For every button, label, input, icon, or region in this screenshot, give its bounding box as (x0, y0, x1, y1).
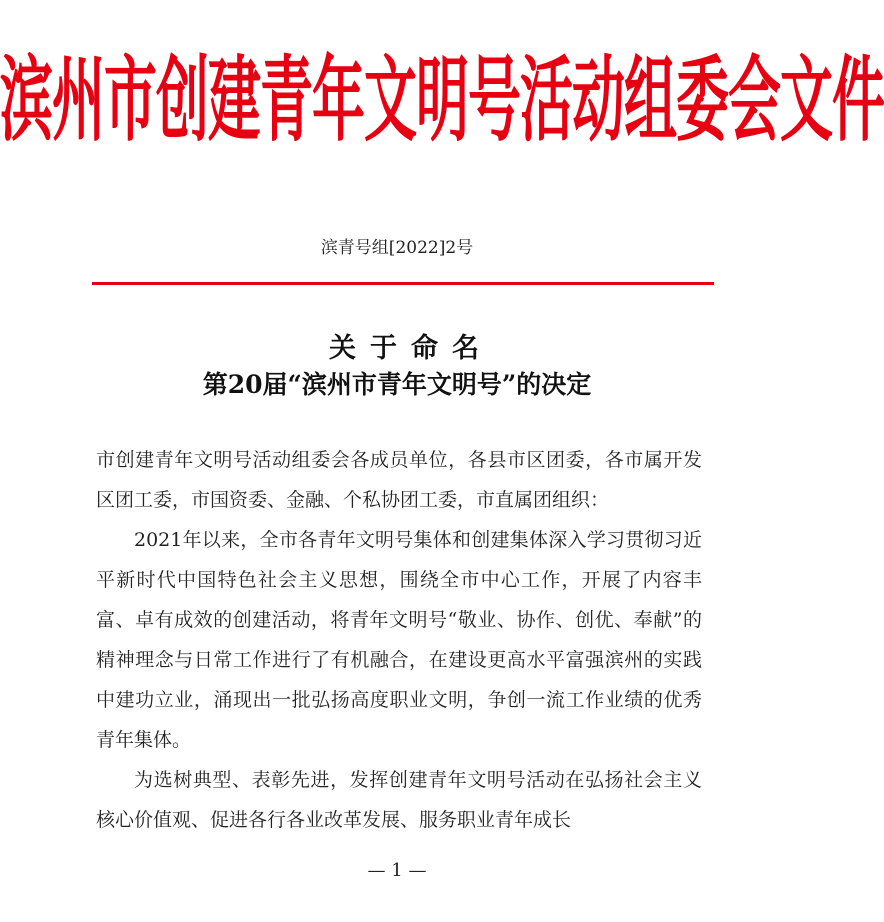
document-body (96, 440, 702, 840)
document-number: 滨青号组[2022]2号 (320, 238, 474, 258)
page-number: — 1 — (367, 860, 427, 881)
body-paragraph: 为选树典型、表彰先进，发挥创建青年文明号活动在弘扬社会主义核心价值观、促进各行各业改革发展、服务职业青年成长 (96, 769, 702, 831)
header-divider (92, 282, 714, 285)
salutation: 市创建青年文明号活动组委会各成员单位，各县市区团委，各市属开发区团工委，市国资委、金融、个私协团工委，市直属团组织： (96, 449, 702, 511)
document-header-title: 滨州市创建青年文明号活动组委会文件 (0, 48, 884, 155)
document-title-line-2: 第20届“滨州市青年文明号”的决定 (202, 370, 592, 399)
body-paragraph: 2021年以来，全市各青年文明号集体和创建集体深入学习贯彻习近平新时代中国特色社会主义思想，围绕全市中心工作，开展了内容丰富、卓有成效的创建活动，将青年文明号“敬业、协作、创优、奉献”的精神理念与日常工作进行了有机融合，在建设更高水平富强滨州的实践中建功立业，涌现出一批弘扬高度职业文明，争创一流工作业绩的优秀青年集体。 (96, 529, 702, 751)
document-title-line-1: 关于命名 (329, 333, 493, 364)
